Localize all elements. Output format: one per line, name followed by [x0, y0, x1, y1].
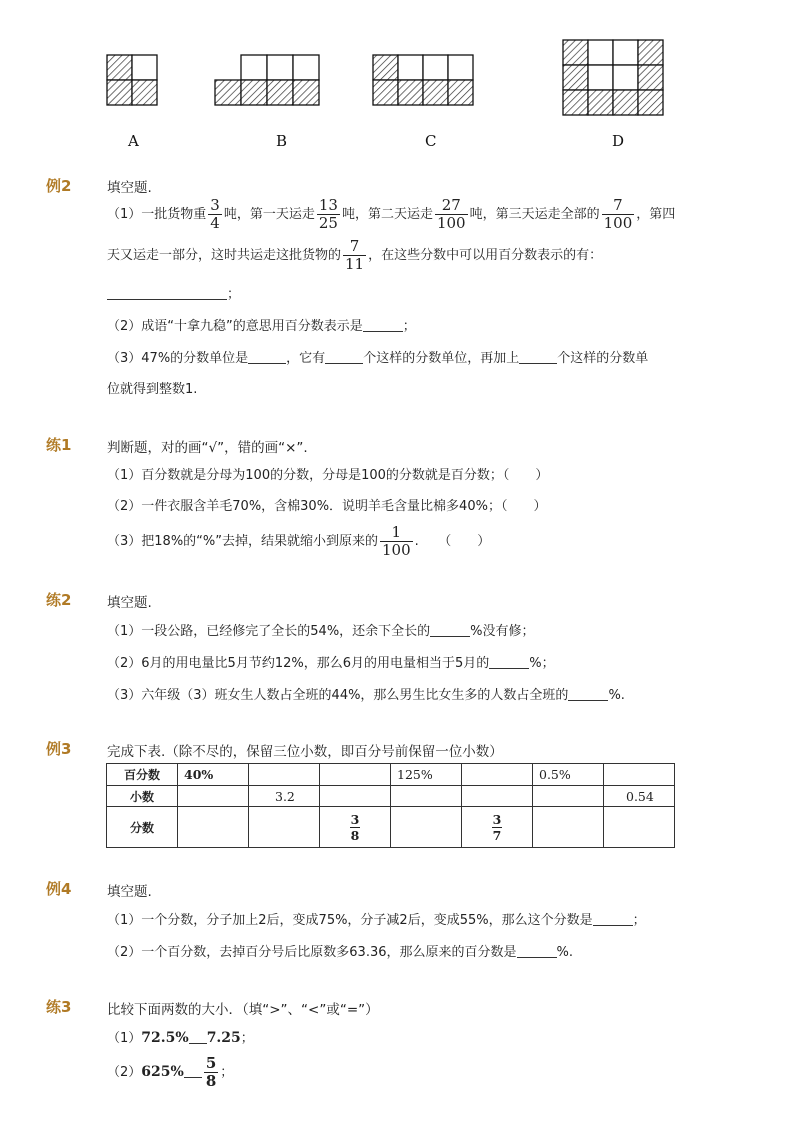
text: ，第四: [636, 207, 676, 222]
table-cell[interactable]: [249, 764, 320, 786]
example-2-instruction: 填空题.: [107, 180, 152, 196]
value-left: 72.5%: [141, 1030, 189, 1046]
text: %.: [556, 945, 573, 960]
text: ，在这些分数中可以用百分数表示的有：: [368, 248, 603, 263]
example-2-q1-line1: [107, 197, 675, 232]
numerator: 3: [492, 811, 502, 827]
figure-c: [373, 55, 473, 105]
answer-blank[interactable]: [489, 654, 529, 669]
text: 个这样的分数单位，再加上: [363, 351, 520, 366]
text: （3）47%的分数单位是: [107, 351, 249, 366]
numerator: 7: [349, 237, 360, 255]
table-cell[interactable]: [604, 764, 675, 786]
practice-2-instruction: 填空题.: [107, 595, 152, 611]
figure-label-b: B: [276, 132, 288, 150]
text: （2）成语“十拿九稳”的意思用百分数表示是: [107, 319, 363, 334]
text: （2）: [107, 1065, 142, 1080]
table-cell[interactable]: 0.54: [604, 786, 675, 807]
table-cell[interactable]: [320, 807, 391, 848]
example-2-tag: 例2: [46, 177, 72, 195]
text: . （ ）: [414, 534, 491, 549]
figure-label-d: D: [612, 132, 625, 150]
answer-blank[interactable]: [568, 686, 608, 701]
row-header: 百分数: [107, 764, 178, 786]
numerator: 3: [210, 196, 220, 214]
text: 吨，第二天运走: [341, 207, 433, 222]
table-cell[interactable]: [462, 786, 533, 807]
practice-1-q1: （1）百分数就是分母为100的分数，分母是100的分数就是百分数；（ ）: [107, 468, 549, 483]
table-cell[interactable]: 40%: [178, 764, 249, 786]
figure-a: [107, 55, 157, 105]
text: ，它有: [286, 351, 326, 366]
text: （1）: [107, 1031, 142, 1046]
example-3-tag: 例3: [46, 740, 72, 758]
denominator: 25: [318, 214, 338, 232]
text: ；: [227, 287, 241, 302]
denominator: 100: [603, 214, 633, 232]
answer-blank[interactable]: [189, 1029, 207, 1044]
percent-table: [106, 763, 675, 848]
value-right: 7.25: [206, 1030, 241, 1046]
fraction: [602, 197, 635, 232]
text: （3）把18%的“%”去掉，结果就缩小到原来的: [107, 534, 378, 549]
text: 吨，第三天运走全部的: [469, 207, 600, 222]
answer-blank[interactable]: [593, 911, 633, 926]
answer-blank[interactable]: [363, 317, 403, 332]
text: （2）6月的用电量比5月节约12%，那么6月的用电量相当于5月的: [107, 656, 490, 671]
practice-3-instruction: 比较下面两数的大小．（填“>”、“<”或“=”）: [107, 1002, 379, 1018]
practice-1-instruction: 判断题，对的画“√”，错的画“×”.: [107, 440, 308, 456]
denominator: 100: [382, 541, 411, 559]
figure-label-a: A: [128, 132, 139, 150]
text: 吨，第一天运走: [223, 207, 315, 222]
text: ；: [240, 1031, 254, 1046]
table-row-percent: [107, 764, 675, 786]
figure-b: [215, 55, 319, 105]
row-header: 小数: [107, 786, 178, 807]
table-cell[interactable]: 0.5%: [533, 764, 604, 786]
text: 个这样的分数单: [557, 351, 649, 366]
table-cell[interactable]: [604, 807, 675, 848]
answer-blank[interactable]: [248, 349, 286, 364]
table-cell[interactable]: [391, 786, 462, 807]
numerator: 5: [205, 1054, 217, 1072]
fraction: [492, 812, 502, 843]
fraction: [350, 812, 360, 843]
text: %；: [529, 656, 555, 671]
table-cell[interactable]: [533, 807, 604, 848]
table-cell[interactable]: [320, 764, 391, 786]
denominator: 4: [210, 214, 220, 232]
text: ；: [402, 319, 416, 334]
denominator: 11: [345, 255, 365, 273]
table-cell[interactable]: [320, 786, 391, 807]
practice-1-tag: 练1: [46, 436, 72, 454]
answer-blank[interactable]: [107, 285, 227, 300]
row-header: 分数: [107, 807, 178, 848]
figure-d: [563, 40, 663, 115]
example-4-tag: 例4: [46, 880, 72, 898]
text: （1）一批货物重: [107, 207, 207, 222]
text: %没有修；: [470, 624, 535, 639]
practice-2-q3: [107, 686, 625, 705]
practice-1-q2: （2）一件衣服含羊毛70%，含棉30%．说明羊毛含量比棉多40%；（ ）: [107, 499, 547, 514]
practice-1-q3: [107, 524, 490, 559]
practice-2-tag: 练2: [46, 591, 72, 609]
table-row-fraction: [107, 807, 675, 848]
text: 天又运走一部分，这时共运走这批货物的: [107, 248, 342, 263]
table-cell[interactable]: [391, 807, 462, 848]
text: %.: [608, 688, 625, 703]
practice-3-q2: [107, 1055, 233, 1090]
answer-blank[interactable]: [184, 1063, 202, 1078]
table-cell[interactable]: [178, 786, 249, 807]
numerator: 3: [350, 811, 360, 827]
denominator: 100: [436, 214, 466, 232]
denominator: 8: [350, 827, 360, 843]
table-cell[interactable]: [462, 807, 533, 848]
answer-blank[interactable]: [325, 349, 363, 364]
table-cell[interactable]: 125%: [391, 764, 462, 786]
table-cell[interactable]: [462, 764, 533, 786]
table-cell[interactable]: [249, 807, 320, 848]
practice-3-tag: 练3: [46, 998, 72, 1016]
numerator: 7: [613, 196, 623, 214]
example-4-instruction: 填空题.: [107, 884, 152, 900]
example-3-instruction: 完成下表.（除不尽的，保留三位小数，即百分号前保留一位小数）: [107, 744, 503, 760]
example-2-q1-line2: [107, 238, 602, 273]
example-2-q3-line2: 位就得到整数1.: [107, 382, 198, 397]
text: ；: [632, 913, 646, 928]
table-row-decimal: [107, 786, 675, 807]
table-cell[interactable]: 3.2: [249, 786, 320, 807]
text: ；: [220, 1065, 234, 1080]
practice-2-q2: [107, 654, 555, 673]
example-4-q2: [107, 943, 573, 962]
fraction: [204, 1055, 218, 1090]
denominator: 8: [205, 1072, 217, 1090]
example-4-q1: [107, 911, 646, 930]
practice-3-q1: [107, 1029, 254, 1048]
answer-blank[interactable]: [430, 622, 470, 637]
text: （1）一段公路，已经修完了全长的54%，还余下全长的: [107, 624, 431, 639]
practice-2-q1: [107, 622, 535, 641]
answer-blank[interactable]: [519, 349, 557, 364]
value-left: 625%: [141, 1064, 184, 1080]
shape-figures: [0, 0, 800, 160]
denominator: 7: [492, 827, 502, 843]
numerator: 27: [441, 196, 461, 214]
numerator: 1: [391, 523, 402, 541]
example-2-q1-line3: [107, 285, 240, 304]
table-cell[interactable]: [178, 807, 249, 848]
text: （1）一个分数，分子加上2后，变成75%，分子减2后，变成55%，那么这个分数是: [107, 913, 593, 928]
text: （2）一个百分数，去掉百分号后比原数多63.36，那么原来的百分数是: [107, 945, 517, 960]
table-cell[interactable]: [533, 786, 604, 807]
fraction: [208, 197, 222, 232]
fraction: [435, 197, 468, 232]
example-2-q3-line1: [107, 349, 648, 368]
answer-blank[interactable]: [517, 943, 557, 958]
fraction: [380, 524, 413, 559]
figure-label-c: C: [425, 132, 437, 150]
fraction: [343, 238, 366, 273]
text: （3）六年级（3）班女生人数占全班的44%，那么男生比女生多的人数占全班的: [107, 688, 569, 703]
example-2-q2: [107, 317, 416, 336]
fraction: [317, 197, 340, 232]
numerator: 13: [318, 196, 338, 214]
